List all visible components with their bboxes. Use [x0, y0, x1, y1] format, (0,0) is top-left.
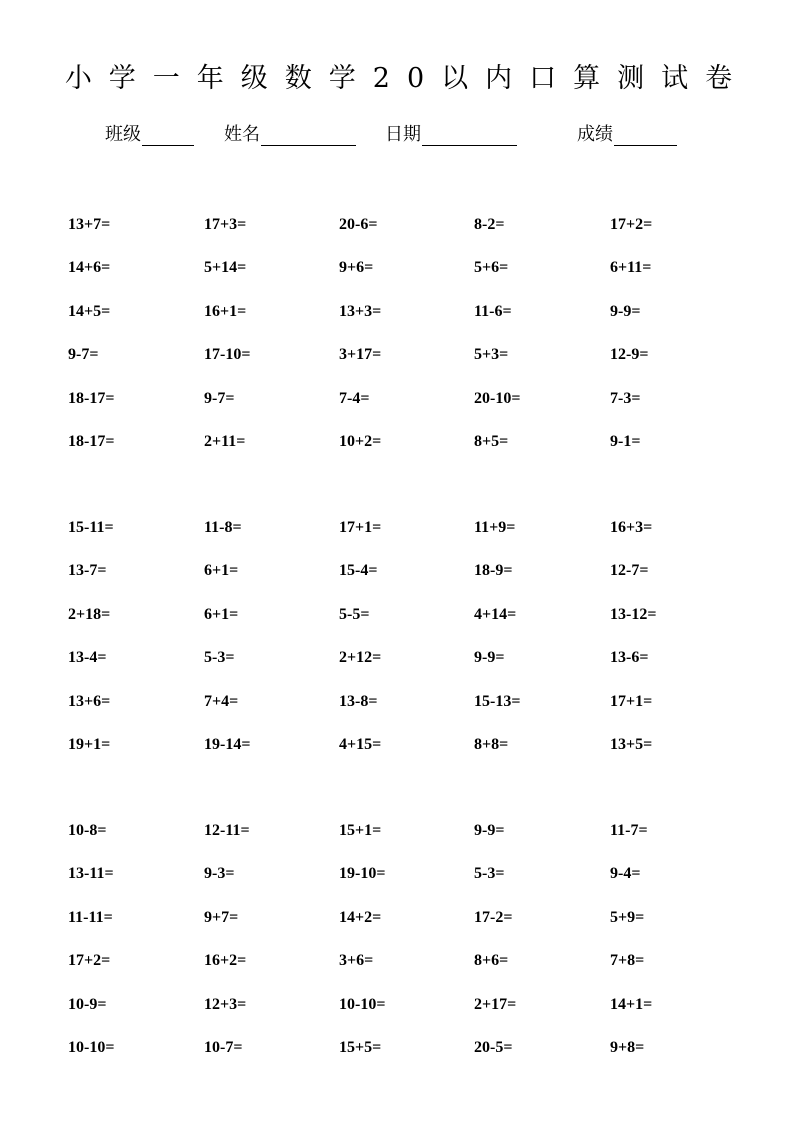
math-problem: 9-7=: [204, 389, 235, 407]
page-title: 小学一年级数学20以内口算测试卷: [64, 63, 750, 94]
student-info-row: [0, 120, 800, 150]
math-problem: 7-4=: [339, 389, 370, 407]
math-problem: 12+3=: [204, 995, 247, 1013]
date-label: 日期: [385, 124, 421, 145]
math-problem: 14+1=: [610, 995, 653, 1013]
problem-row: [68, 390, 768, 433]
problem-row: [68, 909, 768, 952]
problem-row: [68, 216, 768, 259]
class-blank[interactable]: [142, 126, 194, 146]
math-problem: 4+14=: [474, 605, 517, 623]
math-problem: 14+6=: [68, 259, 111, 277]
math-problem: 5-3=: [474, 865, 505, 883]
math-problem: 9+7=: [204, 908, 239, 926]
math-problem: 8+6=: [474, 952, 509, 970]
math-problem: 13-12=: [610, 605, 657, 623]
math-problem: 17+2=: [68, 952, 111, 970]
math-problem: 17-2=: [474, 908, 513, 926]
math-problem: 9-3=: [204, 865, 235, 883]
math-problem: 19-14=: [204, 735, 251, 753]
math-problem: 12-7=: [610, 562, 649, 580]
score-blank[interactable]: [614, 126, 677, 146]
math-problem: 13+6=: [68, 692, 111, 710]
math-problem: 14+5=: [68, 302, 111, 320]
math-problem: 9+8=: [610, 1038, 645, 1056]
math-problem: 5-3=: [204, 649, 235, 667]
class-label: 班级: [105, 124, 141, 145]
date-blank[interactable]: [422, 126, 517, 146]
math-problem: 13-8=: [339, 692, 378, 710]
math-problem: 17+2=: [610, 216, 653, 233]
math-problem: 5+9=: [610, 908, 645, 926]
math-problem: 5+14=: [204, 259, 247, 277]
math-problem: 12-11=: [204, 822, 250, 839]
math-problem: 15-4=: [339, 562, 378, 580]
math-problem: 13+3=: [339, 302, 382, 320]
problem-row: [68, 303, 768, 346]
math-problem: 3+17=: [339, 346, 382, 364]
math-problem: 6+1=: [204, 562, 239, 580]
math-problem: 13-6=: [610, 649, 649, 667]
math-problem: 4+15=: [339, 735, 382, 753]
score-label: 成绩: [577, 124, 613, 145]
problem-row: [68, 822, 768, 865]
problem-row: [68, 346, 768, 389]
math-problem: 9-4=: [610, 865, 641, 883]
math-problem: 9-7=: [68, 346, 99, 364]
problem-row: [68, 259, 768, 302]
math-problem: 11-11=: [68, 908, 113, 926]
math-problem: 10-10=: [68, 1038, 115, 1056]
math-problem: 15+1=: [339, 822, 382, 839]
math-problem: 10-8=: [68, 822, 107, 839]
math-problem: 8+8=: [474, 735, 509, 753]
math-problem: 2+17=: [474, 995, 517, 1013]
math-problem: 18-9=: [474, 562, 513, 580]
math-problem: 12-9=: [610, 346, 649, 364]
problem-row: [68, 606, 768, 649]
math-problem: 10-10=: [339, 995, 386, 1013]
name-field: [224, 120, 356, 146]
math-problem: 10-7=: [204, 1038, 243, 1056]
problem-row: [68, 952, 768, 995]
math-problem: 2+12=: [339, 649, 382, 667]
math-problem: 8-2=: [474, 216, 505, 233]
problem-row: [68, 519, 768, 562]
math-problem: 9-9=: [610, 302, 641, 320]
problem-row: [68, 736, 768, 779]
math-problem: 19-10=: [339, 865, 386, 883]
math-problem: 19+1=: [68, 735, 111, 753]
math-problem: 3+6=: [339, 952, 374, 970]
math-problem: 10+2=: [339, 432, 382, 450]
math-problem: 11-6=: [474, 302, 512, 320]
problem-row: [68, 562, 768, 605]
math-problem: 11+9=: [474, 519, 516, 536]
math-problem: 20-6=: [339, 216, 378, 233]
problem-row: [68, 865, 768, 908]
problem-row: [68, 433, 768, 476]
math-problem: 9+6=: [339, 259, 374, 277]
math-problem: 17+1=: [610, 692, 653, 710]
math-problem: 7+8=: [610, 952, 645, 970]
problem-row: [68, 693, 768, 736]
class-field: [105, 120, 194, 146]
problem-row: [68, 649, 768, 692]
math-problem: 13-4=: [68, 649, 107, 667]
date-field: [385, 120, 517, 146]
math-problem: 7+4=: [204, 692, 239, 710]
math-problem: 13-11=: [68, 865, 114, 883]
math-problem: 17+1=: [339, 519, 382, 536]
problem-section-1: [68, 216, 768, 476]
math-problem: 9-9=: [474, 649, 505, 667]
math-problem: 5+6=: [474, 259, 509, 277]
math-problem: 16+2=: [204, 952, 247, 970]
math-problem: 18-17=: [68, 432, 115, 450]
math-problem: 5-5=: [339, 605, 370, 623]
math-problem: 13+5=: [610, 735, 653, 753]
math-problem: 17+3=: [204, 216, 247, 233]
math-problem: 13-7=: [68, 562, 107, 580]
math-problem: 13+7=: [68, 216, 111, 233]
problem-row: [68, 1039, 768, 1082]
math-problem: 5+3=: [474, 346, 509, 364]
name-label: 姓名: [224, 124, 260, 145]
math-problem: 2+11=: [204, 432, 246, 450]
math-problem: 20-5=: [474, 1038, 513, 1056]
math-problem: 2+18=: [68, 605, 111, 623]
math-problem: 15-13=: [474, 692, 521, 710]
math-problem: 8+5=: [474, 432, 509, 450]
math-problem: 15+5=: [339, 1038, 382, 1056]
math-problem: 6+1=: [204, 605, 239, 623]
math-problem: 16+3=: [610, 519, 653, 536]
math-problem: 9-1=: [610, 432, 641, 450]
problem-row: [68, 996, 768, 1039]
math-problem: 7-3=: [610, 389, 641, 407]
math-problem: 10-9=: [68, 995, 107, 1013]
math-problem: 11-8=: [204, 519, 242, 536]
math-problem: 14+2=: [339, 908, 382, 926]
math-problem: 11-7=: [610, 822, 648, 839]
math-problem: 6+11=: [610, 259, 652, 277]
problem-section-3: [68, 822, 768, 1082]
score-field: [577, 120, 677, 146]
math-problem: 15-11=: [68, 519, 114, 536]
math-problem: 17-10=: [204, 346, 251, 364]
name-blank[interactable]: [261, 126, 356, 146]
problem-section-2: [68, 519, 768, 779]
math-problem: 20-10=: [474, 389, 521, 407]
math-problem: 18-17=: [68, 389, 115, 407]
math-problem: 9-9=: [474, 822, 505, 839]
math-problem: 16+1=: [204, 302, 247, 320]
